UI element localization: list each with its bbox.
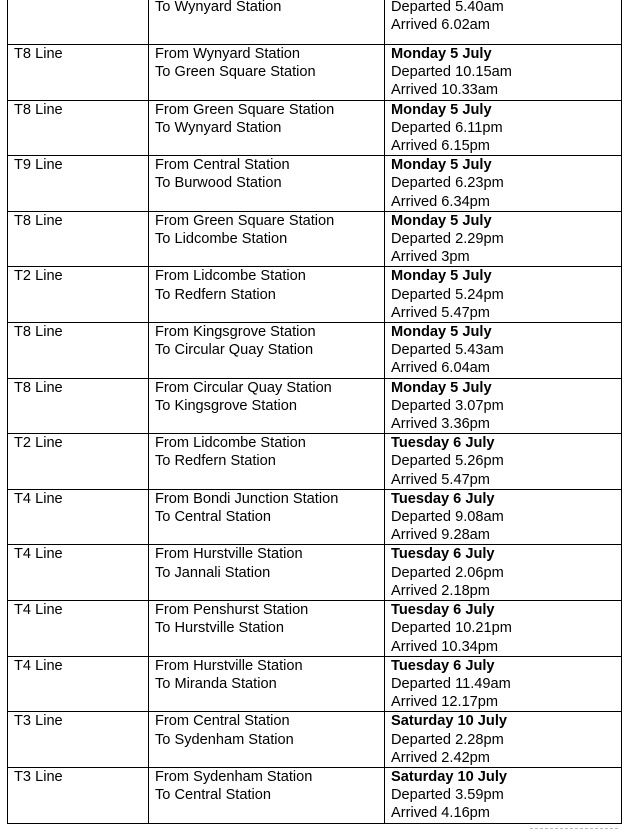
departed-time: Departed 10.21pm (391, 620, 512, 637)
route-to: To Miranda Station (155, 675, 277, 692)
route-to: To Redfern Station (155, 286, 276, 303)
time-cell (385, 45, 622, 101)
line-name: T3 Line (14, 713, 63, 730)
travel-date: Monday 5 July (391, 101, 492, 118)
route-from: From Kingsgrove Station (155, 324, 316, 341)
line-cell (8, 100, 149, 156)
line-cell (8, 601, 149, 657)
route-from: From Bondi Junction Station (155, 490, 339, 507)
route-to: To Burwood Station (155, 175, 282, 192)
arrived-time: Arrived 6.02am (391, 17, 490, 34)
arrived-time: Arrived 10.33am (391, 82, 499, 99)
route-cell (149, 767, 385, 823)
page-footer-rule (530, 828, 618, 830)
arrived-time: Arrived 6.15pm (391, 138, 490, 155)
line-name: T8 Line (14, 46, 63, 62)
route-cell (149, 100, 385, 156)
route-cell (149, 267, 385, 323)
table-row (8, 156, 622, 212)
route-cell (149, 712, 385, 768)
train-trip-table (7, 0, 622, 824)
line-cell (8, 0, 149, 45)
line-name: T4 Line (14, 546, 63, 563)
route-to: To Kingsgrove Station (155, 397, 297, 414)
departed-time: Departed 2.06pm (391, 564, 504, 581)
arrived-time: Arrived 5.47pm (391, 471, 490, 488)
departed-time: Departed 5.40am (391, 0, 504, 15)
line-cell (8, 434, 149, 490)
arrived-time: Arrived 6.04am (391, 360, 490, 377)
travel-date: Tuesday 6 July (391, 602, 495, 619)
route-cell (149, 601, 385, 657)
departed-time: Departed 3.59pm (391, 787, 504, 804)
line-name: T2 Line (14, 435, 63, 452)
departed-time: Departed 5.43am (391, 342, 504, 359)
travel-date: Saturday 10 July (391, 713, 507, 730)
arrived-time: Arrived 2.42pm (391, 749, 490, 766)
table-row (8, 323, 622, 379)
route-cell (149, 489, 385, 545)
line-name: T4 Line (14, 602, 63, 619)
line-cell (8, 267, 149, 323)
travel-date: Tuesday 6 July (391, 657, 495, 674)
route-to: To Circular Quay Station (155, 342, 314, 359)
route-to: To Wynyard Station (155, 0, 282, 15)
table-row (8, 211, 622, 267)
route-to: To Central Station (155, 787, 272, 804)
time-cell (385, 489, 622, 545)
line-name: T2 Line (14, 268, 63, 285)
route-cell (149, 545, 385, 601)
line-cell (8, 545, 149, 601)
time-cell (385, 0, 622, 45)
travel-date: Monday 5 July (391, 46, 492, 62)
line-name: T8 Line (14, 212, 63, 229)
time-cell (385, 378, 622, 434)
route-from: From Circular Quay Station (155, 379, 332, 396)
arrived-time: Arrived 3pm (391, 249, 470, 266)
line-name: T4 Line (14, 490, 63, 507)
table-row (8, 434, 622, 490)
route-to: To Jannali Station (155, 564, 271, 581)
departed-time: Departed 5.26pm (391, 453, 504, 470)
line-name: T9 Line (14, 157, 63, 174)
time-cell (385, 545, 622, 601)
departed-time: Departed 2.29pm (391, 231, 504, 248)
arrived-time: Arrived 3.36pm (391, 416, 490, 433)
route-cell (149, 0, 385, 45)
travel-date: Monday 5 July (391, 324, 492, 341)
departed-time: Departed 3.07pm (391, 397, 504, 414)
table-row (8, 656, 622, 712)
arrived-time: Arrived 5.47pm (391, 304, 490, 321)
line-cell (8, 45, 149, 101)
route-from: From Green Square Station (155, 212, 335, 229)
time-cell (385, 156, 622, 212)
table-row (8, 601, 622, 657)
table-row (8, 712, 622, 768)
time-cell (385, 601, 622, 657)
line-cell (8, 378, 149, 434)
line-cell (8, 156, 149, 212)
travel-date: Tuesday 6 July (391, 435, 495, 452)
route-from: From Green Square Station (155, 101, 335, 118)
table-row (8, 267, 622, 323)
line-cell (8, 656, 149, 712)
table-row (8, 767, 622, 823)
travel-date: Monday 5 July (391, 268, 492, 285)
time-cell (385, 323, 622, 379)
table-row (8, 545, 622, 601)
route-cell (149, 434, 385, 490)
departed-time: Departed 9.08am (391, 509, 504, 526)
route-cell (149, 378, 385, 434)
route-cell (149, 656, 385, 712)
arrived-time: Arrived 12.17pm (391, 694, 499, 711)
time-cell (385, 434, 622, 490)
arrived-time: Arrived 9.28am (391, 527, 490, 544)
route-from: From Lidcombe Station (155, 435, 306, 452)
route-cell (149, 323, 385, 379)
departed-time: Departed 5.24pm (391, 286, 504, 303)
table-body (8, 0, 622, 823)
arrived-time: Arrived 6.34pm (391, 193, 490, 210)
departed-time: Departed 6.11pm (391, 119, 503, 136)
route-cell (149, 211, 385, 267)
time-cell (385, 211, 622, 267)
line-name: T8 Line (14, 379, 63, 396)
table-row (8, 0, 622, 45)
departed-time: Departed 10.15am (391, 64, 512, 81)
travel-date: Monday 5 July (391, 212, 492, 229)
arrived-time: Arrived 10.34pm (391, 638, 499, 655)
table-row (8, 45, 622, 101)
route-to: To Green Square Station (155, 64, 316, 81)
travel-date: Monday 5 July (391, 157, 492, 174)
route-from: From Central Station (155, 157, 290, 174)
travel-date: Tuesday 6 July (391, 490, 495, 507)
table-row (8, 100, 622, 156)
travel-date: Monday 5 July (391, 379, 492, 396)
line-name: T3 Line (14, 768, 63, 785)
time-cell (385, 712, 622, 768)
line-cell (8, 712, 149, 768)
route-from: From Penshurst Station (155, 602, 309, 619)
line-cell (8, 211, 149, 267)
route-cell (149, 45, 385, 101)
route-from: From Sydenham Station (155, 768, 313, 785)
line-cell (8, 323, 149, 379)
arrived-time: Arrived 2.18pm (391, 582, 490, 599)
departed-time: Departed 6.23pm (391, 175, 504, 192)
route-to: To Central Station (155, 509, 272, 526)
route-from: From Hurstville Station (155, 546, 303, 563)
route-to: To Hurstville Station (155, 620, 284, 637)
line-cell (8, 489, 149, 545)
line-cell (8, 767, 149, 823)
table-row (8, 378, 622, 434)
route-cell (149, 156, 385, 212)
route-from: From Wynyard Station (155, 46, 301, 62)
route-to: To Wynyard Station (155, 119, 282, 136)
line-name: T8 Line (14, 101, 63, 118)
route-from: From Central Station (155, 713, 290, 730)
table-row (8, 489, 622, 545)
departed-time: Departed 2.28pm (391, 731, 504, 748)
time-cell (385, 100, 622, 156)
time-cell (385, 767, 622, 823)
route-from: From Hurstville Station (155, 657, 303, 674)
travel-date: Tuesday 6 July (391, 546, 495, 563)
route-to: To Sydenham Station (155, 731, 294, 748)
travel-date: Saturday 10 July (391, 768, 507, 785)
route-to: To Lidcombe Station (155, 231, 288, 248)
route-from: From Lidcombe Station (155, 268, 306, 285)
line-name: T8 Line (14, 324, 63, 341)
departed-time: Departed 11.49am (391, 675, 511, 692)
time-cell (385, 656, 622, 712)
arrived-time: Arrived 4.16pm (391, 805, 490, 822)
line-name: T4 Line (14, 657, 63, 674)
route-to: To Redfern Station (155, 453, 276, 470)
time-cell (385, 267, 622, 323)
